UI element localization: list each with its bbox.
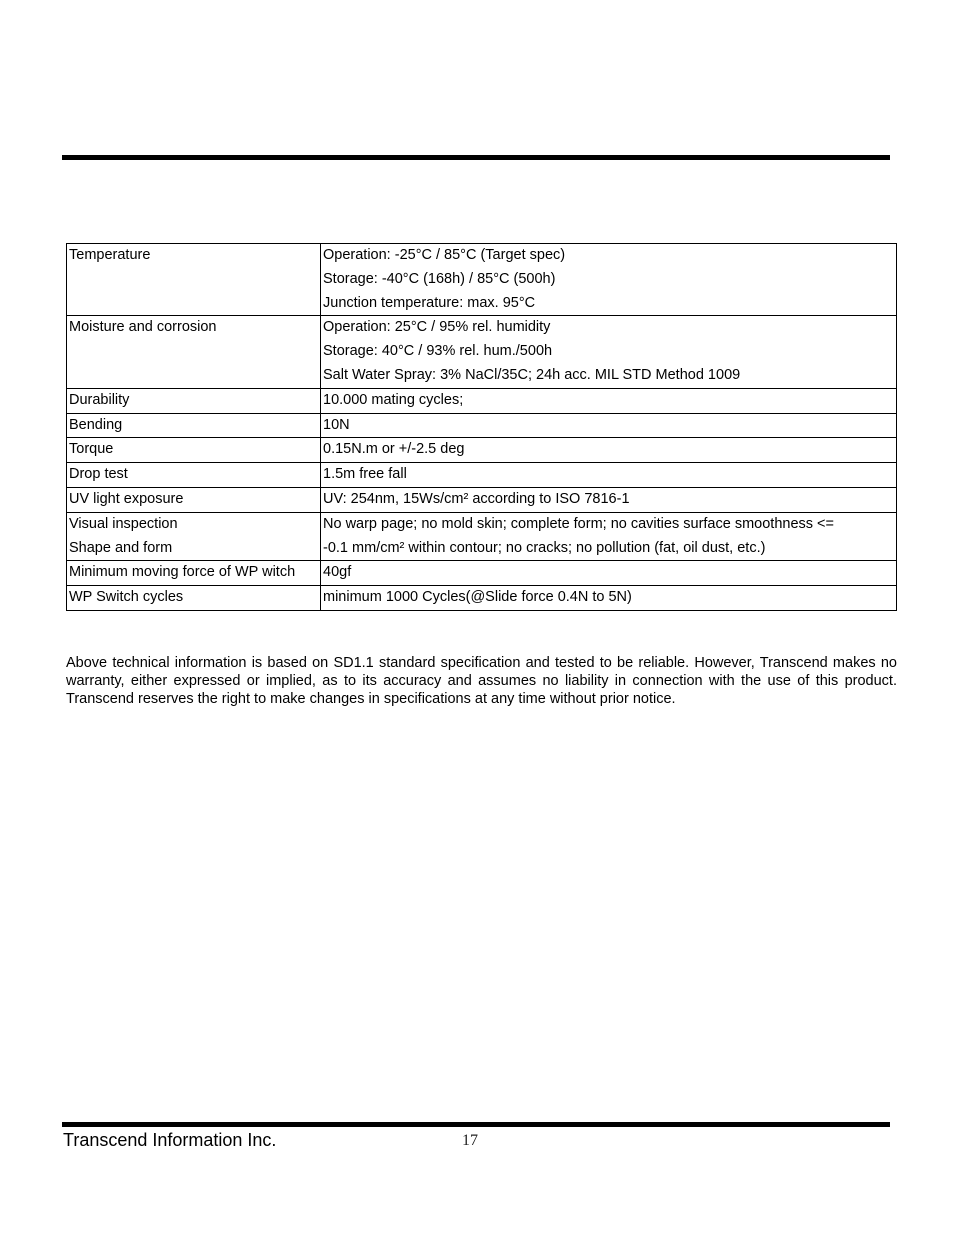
- row-label-cell: [67, 586, 321, 611]
- row-value-cell: [321, 244, 897, 316]
- row-value: No warp page; no mold skin; complete form; no cavities surface smoothness <=: [323, 515, 834, 532]
- row-value: UV: 254nm, 15Ws/cm² according to ISO 7816-1: [323, 490, 630, 507]
- row-value: 40gf: [323, 564, 352, 581]
- row-label-cell: [67, 463, 321, 488]
- row-value-cell: [321, 487, 897, 512]
- row-value-cell: [321, 388, 897, 413]
- row-label: WP Switch cycles: [69, 589, 184, 606]
- row-value-cell: [321, 463, 897, 488]
- row-value: Junction temperature: max. 95°C: [323, 294, 536, 311]
- table-row: [67, 586, 897, 611]
- row-value-cell: [321, 512, 897, 561]
- row-value-cell: [321, 316, 897, 388]
- row-value: -0.1 mm/cm² within contour; no cracks; no pollution (fat, oil dust, etc.): [323, 539, 766, 556]
- row-value: Storage: 40°C / 93% rel. hum./500h: [323, 343, 553, 360]
- row-label-cell: [67, 487, 321, 512]
- row-value: 10N: [323, 416, 350, 433]
- footer-rule: [62, 1122, 890, 1127]
- row-value: Operation: 25°C / 95% rel. humidity: [323, 319, 551, 336]
- row-value: Storage: -40°C (168h) / 85°C (500h): [323, 270, 556, 287]
- row-label: Shape and form: [69, 539, 173, 556]
- row-value: 0.15N.m or +/-2.5 deg: [323, 441, 465, 458]
- row-value: minimum 1000 Cycles(@Slide force 0.4N to 5N): [323, 589, 632, 606]
- row-value: Operation: -25°C / 85°C (Target spec): [323, 247, 566, 263]
- page-number: 17: [462, 1132, 478, 1149]
- row-label: UV light exposure: [69, 490, 184, 507]
- table-row: [67, 463, 897, 488]
- table-row: [67, 487, 897, 512]
- row-value-cell: [321, 438, 897, 463]
- row-value: 10.000 mating cycles;: [323, 391, 464, 408]
- row-label: Temperature: [69, 247, 151, 263]
- row-label-cell: [67, 316, 321, 388]
- row-label-cell: [67, 438, 321, 463]
- table-row: [67, 413, 897, 438]
- row-value: 1.5m free fall: [323, 466, 407, 483]
- spec-table: [66, 243, 897, 611]
- row-label: Moisture and corrosion: [69, 319, 217, 336]
- row-label-cell: [67, 561, 321, 586]
- footer-company-name: Transcend Information Inc.: [63, 1130, 277, 1150]
- row-label: Durability: [69, 391, 130, 408]
- row-label: Bending: [69, 416, 123, 433]
- row-label: Visual inspection: [69, 515, 178, 532]
- row-value: Salt Water Spray: 3% NaCl/35C; 24h acc. MIL STD Method 1009: [323, 366, 741, 383]
- table-row: [67, 561, 897, 586]
- table-row: [67, 244, 897, 316]
- row-label-cell: [67, 512, 321, 561]
- row-label: Drop test: [69, 466, 128, 483]
- row-label-cell: [67, 244, 321, 316]
- table-row: [67, 512, 897, 561]
- row-value-cell: [321, 413, 897, 438]
- row-value-cell: [321, 586, 897, 611]
- row-label-cell: [67, 413, 321, 438]
- row-label-cell: [67, 388, 321, 413]
- row-value-cell: [321, 561, 897, 586]
- table-row: [67, 388, 897, 413]
- header-rule: [62, 155, 890, 160]
- disclaimer-paragraph: Above technical information is based on SD1.1 standard specification and tested to be reliable. However, Transcend makes no warranty, either expressed or implied, as to its accuracy and assumes no liability in connection with the use of this product. Transcend reserves the right to make changes in specifications at any time without prior notice.: [66, 655, 897, 707]
- row-label: Minimum moving force of WP witch: [69, 564, 296, 581]
- table-row: [67, 438, 897, 463]
- table-row: [67, 316, 897, 388]
- row-label: Torque: [69, 441, 114, 458]
